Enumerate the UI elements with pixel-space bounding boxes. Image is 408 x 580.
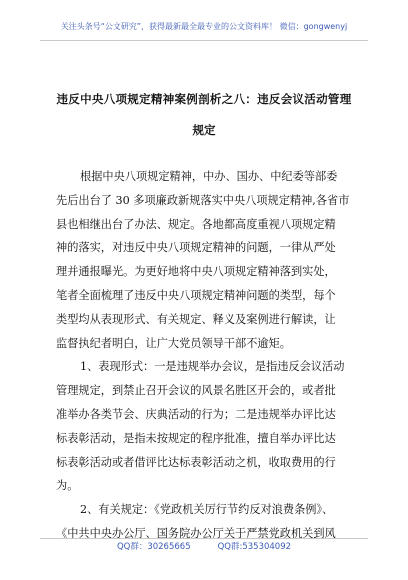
body-line: 县也相继出台了办法、规定。各地都高度重视八项规定精 bbox=[56, 217, 336, 231]
body-line: 管理规定，到禁止召开会议的风景名胜区开会的，或者批 bbox=[56, 384, 336, 398]
header-promo-note: 关注头条号“公文研究”，获得最新最全最专业的公文资料库！ 微信：gongwenyj bbox=[60, 22, 348, 31]
document-body bbox=[56, 165, 352, 546]
body-line: 为。 bbox=[56, 479, 79, 493]
body-line: 先后出台了 30 多项廉政新规落实中央八项规定精神,各省市 bbox=[56, 193, 350, 207]
body-line: 类型均从表现形式、有关规定、释义及案例进行解读，让 bbox=[56, 312, 336, 326]
body-line: 标表彰活动，是指未按规定的程序批准，擅自举办评比达 bbox=[56, 431, 336, 445]
body-line: 准举办各类节会、庆典活动的行为；二是违规举办评比达 bbox=[56, 407, 336, 421]
header-divider bbox=[40, 40, 368, 41]
body-line: 笔者全面梳理了违反中央八项规定精神问题的类型，每个 bbox=[56, 288, 336, 302]
body-line: 2、有关规定：《党政机关厉行节约反对浪费条例》、 bbox=[80, 503, 334, 517]
body-line: 1、表现形式：一是违规举办会议，是指违反会议活动 bbox=[80, 360, 345, 374]
document-subtitle: 规定 bbox=[192, 123, 216, 137]
body-line: 根据中央八项规定精神，中办、国办、中纪委等部委 bbox=[80, 170, 338, 183]
body-line: 《中共中央办公厅、国务院办公厅关于严禁党政机关到风 bbox=[56, 526, 336, 540]
body-line: 理并通报曝光。为更好地将中央八项规定精神落到实处， bbox=[56, 265, 336, 279]
body-line: 监督执纪者明白，让广大党员领导干部不逾矩。 bbox=[56, 336, 291, 350]
document-title: 违反中央八项规定精神案例剖析之八：违反会议活动管理 bbox=[56, 92, 352, 106]
body-line: 标表彰活动或者借评比达标表彰活动之机，收取费用的行 bbox=[56, 455, 336, 469]
body-line: 神的落实，对违反中央八项规定精神的问题，一律从严处 bbox=[56, 241, 336, 255]
footer-qq-note: QQ群：30265665 QQ群:535304092 bbox=[116, 542, 292, 552]
footer-divider bbox=[40, 538, 368, 539]
